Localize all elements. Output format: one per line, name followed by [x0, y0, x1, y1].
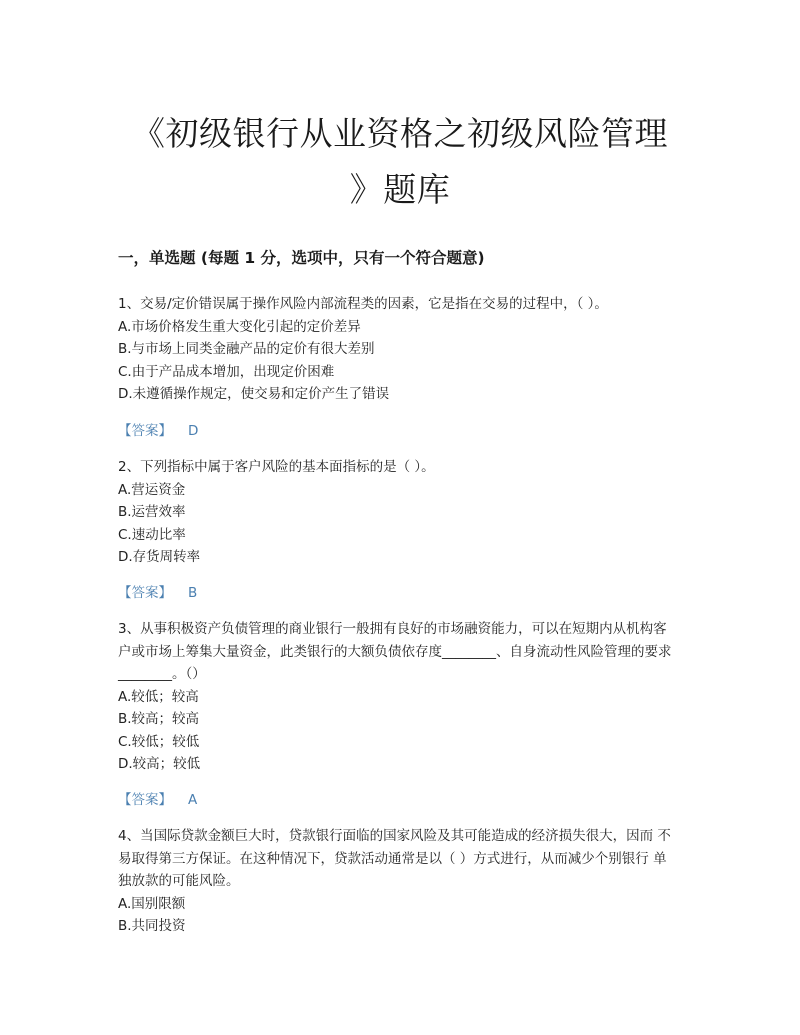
question-option-b: B.共同投资: [118, 918, 186, 934]
question-option-c: C.速动比率: [118, 526, 186, 543]
question-option-d: D.未遵循操作规定，使交易和定价产生了错误: [118, 386, 390, 402]
answer-label: 【答案】: [118, 585, 172, 601]
question-option-c: C.由于产品成本增加，出现定价困难: [118, 363, 335, 380]
answer-label: 【答案】: [118, 423, 172, 439]
answer-value: B: [188, 585, 198, 601]
question-option-d: D.存货周转率: [118, 549, 201, 565]
question-option-c: C.较低；较低: [118, 733, 200, 750]
question-option-a: A.市场价格发生重大变化引起的定价差异: [118, 318, 361, 335]
question-option-a: A.营运资金: [118, 481, 186, 498]
document-title-line-1: 《初级银行从业资格之初级风险管理: [132, 114, 668, 153]
question-stem: 2、下列指标中属于客户风险的基本面指标的是（ ）。: [118, 459, 435, 475]
section-heading: 一，单选题 (每题 1 分，选项中，只有一个符合题意): [118, 249, 485, 267]
answer-label: 【答案】: [118, 792, 172, 808]
question-stem: 3、从事积极资产负债管理的商业银行一般拥有良好的市场融资能力，可以在短期内从机构客户或市场上筹集大量资金，此类银行的大额负债依存度________、自身流动性风险管理的要求________。（）: [118, 621, 672, 682]
answer-value: D: [188, 423, 199, 439]
answer-2: [118, 582, 197, 604]
question-stem: 4、当国际贷款金额巨大时，贷款银行面临的国家风险及其可能造成的经济损失很大，因而 不易取得第三方保证。在这种情况下，贷款活动通常是以（ ）方式进行，从而减少个别银行 单独放款的可能风险。: [118, 828, 671, 889]
question-stem: 1、交易/定价错误属于操作风险内部流程类的因素，它是指在交易的过程中，（ ）。: [118, 296, 608, 312]
question-2: [118, 456, 678, 569]
answer-value: A: [188, 792, 198, 808]
question-option-b: B.与市场上同类金融产品的定价有很大差别: [118, 341, 375, 357]
question-option-a: A.国别限额: [118, 895, 186, 912]
question-3: [118, 618, 678, 776]
question-1: [118, 293, 678, 406]
question-option-a: A.较低；较高: [118, 688, 199, 705]
question-option-b: B.运营效率: [118, 504, 186, 520]
document-title: [118, 106, 682, 218]
question-option-b: B.较高；较高: [118, 711, 200, 727]
answer-3: [118, 789, 197, 811]
question-option-d: D.较高；较低: [118, 756, 201, 772]
document-title-line-2: 》题库: [349, 170, 451, 209]
answer-1: [118, 420, 198, 442]
question-4: [118, 825, 678, 938]
